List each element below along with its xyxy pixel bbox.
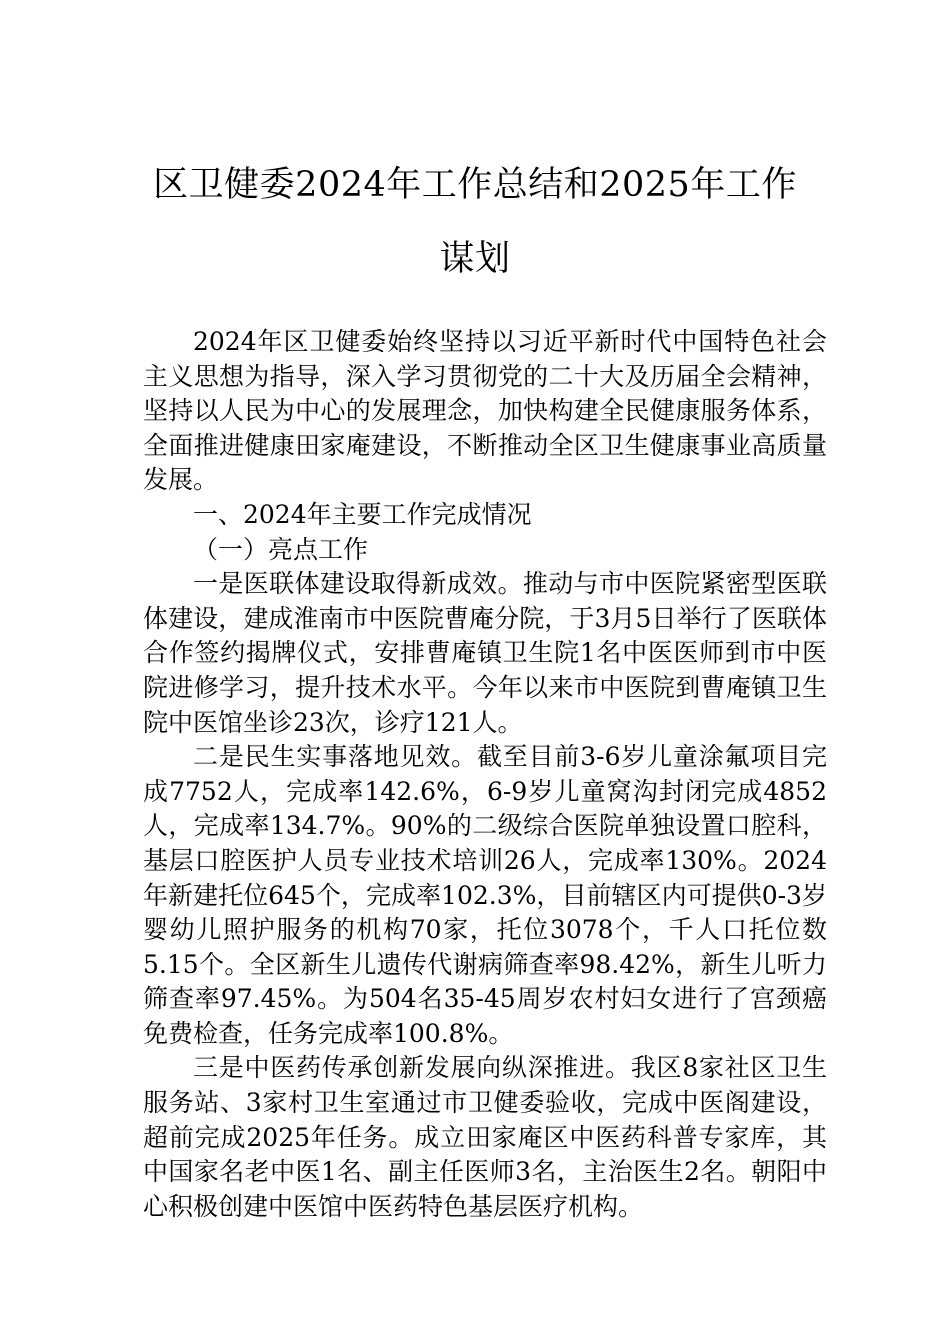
paragraph-livelihood: 二是民生实事落地见效。截至目前3-6岁儿童涂氟项目完成7752人，完成率142.6%，6-9岁儿童窝沟封闭完成4852人，完成率134.7%。90%的二级综合医院单独设置口腔科，基层口腔医护人员专业技术培训26人，完成率130%。2024年新建托位645个，完成率102.3%，目前辖区内可提供0-3岁婴幼儿照护服务的机构70家，托位3078个，千人口托位数5.15个。全区新生儿遗传代谢病筛查率98.42%，新生儿听力筛查率97.45%。为504名35-45周岁农村妇女进行了宫颈癌免费检查，任务完成率100.8%。 [143,742,827,1048]
paragraph-tcm: 三是中医药传承创新发展向纵深推进。我区8家社区卫生服务站、3家村卫生室通过市卫健委验收，完成中医阁建设，超前完成2025年任务。成立田家庵区中医药科普专家库，其中国家名老中医1名、副主任医师3名，主治医生2名。朝阳中心积极创建中医馆中医药特色基层医疗机构。 [143,1053,827,1221]
subsection-heading: （一）亮点工作 [193,534,369,564]
paragraph-medical-alliance: 一是医联体建设取得新成效。推动与市中医院紧密型医联体建设，建成淮南市中医院曹庵分院，于3月5日举行了医联体合作签约揭牌仪式，安排曹庵镇卫生院1名中医医师到市中医院进修学习，提升技术水平。今年以来市中医院到曹庵镇卫生院中医馆坐诊23次，诊疗121人。 [143,569,827,737]
intro-paragraph: 2024年区卫健委始终坚持以习近平新时代中国特色社会主义思想为指导，深入学习贯彻党的二十大及历届全会精神，坚持以人民为中心的发展理念，加快构建全民健康服务体系，全面推进健康田家庵建设，不断推动全区卫生健康事业高质量发展。 [143,327,827,495]
document-title: 区卫健委2024年工作总结和2025年工作谋划 [153,165,797,279]
section-heading: 一、2024年主要工作完成情况 [193,499,532,529]
document-body [143,325,827,1224]
